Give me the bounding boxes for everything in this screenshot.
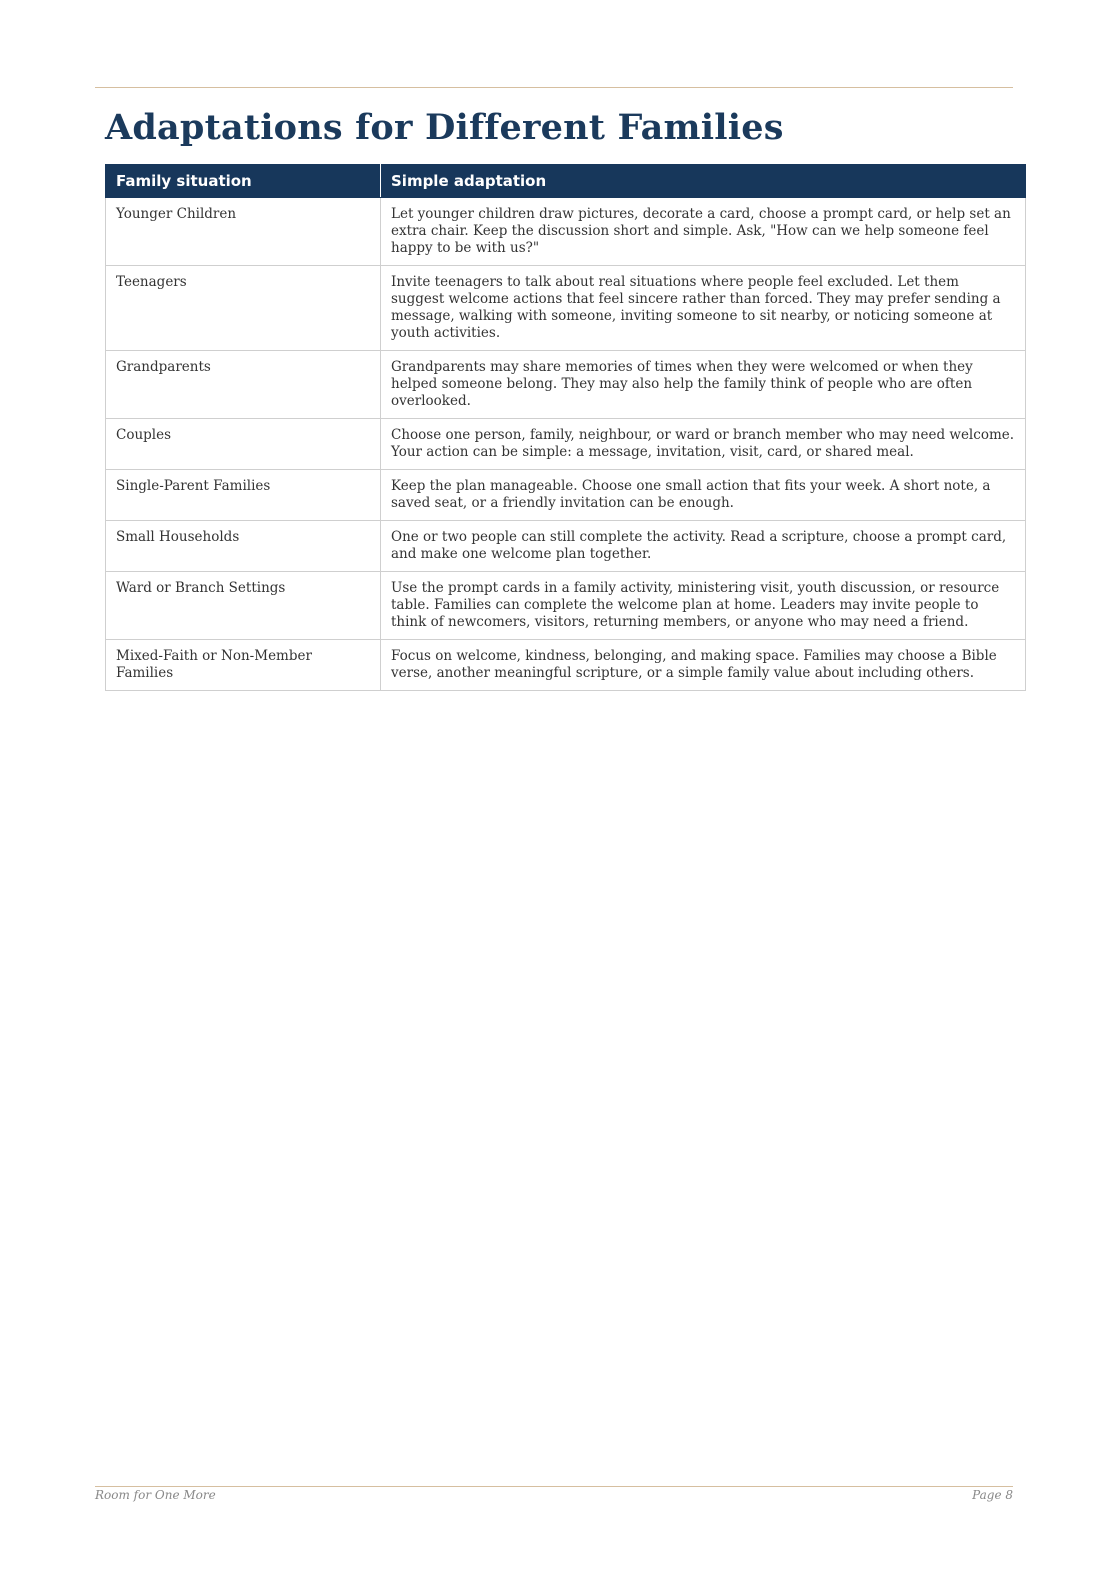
adaptation-cell: Choose one person, family, neighbour, or ward or branch member who may need welcome. Your action can be simple: a message, invitation, visit, card, or shared meal. [381, 419, 1026, 470]
footer-document-title: Room for One More [95, 1488, 216, 1502]
column-header-simple-adaptation: Simple adaptation [381, 165, 1026, 198]
footer-page-number: Page 8 [972, 1488, 1013, 1502]
situation-cell: Grandparents [106, 351, 381, 419]
situation-cell: Ward or Branch Settings [106, 572, 381, 640]
adaptation-cell: Use the prompt cards in a family activity, ministering visit, youth discussion, or resource table. Families can complete the welcome plan at home. Leaders may invite people to think of newcomers, visitors, returning members, or anyone who may need a friend. [381, 572, 1026, 640]
table-row [106, 419, 1026, 470]
table-row [106, 198, 1026, 266]
header-rule [95, 87, 1013, 88]
table-row [106, 572, 1026, 640]
column-header-family-situation: Family situation [106, 165, 381, 198]
table-row [106, 470, 1026, 521]
situation-cell: Single-Parent Families [106, 470, 381, 521]
footer-rule [95, 1486, 1013, 1487]
adaptation-cell: Keep the plan manageable. Choose one small action that fits your week. A short note, a saved seat, or a friendly invitation can be enough. [381, 470, 1026, 521]
situation-cell: Small Households [106, 521, 381, 572]
adaptations-table [105, 164, 1026, 691]
table-row [106, 266, 1026, 351]
adaptation-cell: One or two people can still complete the activity. Read a scripture, choose a prompt card, and make one welcome plan together. [381, 521, 1026, 572]
table-row [106, 521, 1026, 572]
situation-cell: Couples [106, 419, 381, 470]
situation-cell: Teenagers [106, 266, 381, 351]
table-row [106, 640, 1026, 691]
situation-cell: Younger Children [106, 198, 381, 266]
adaptation-cell: Invite teenagers to talk about real situations where people feel excluded. Let them suggest welcome actions that feel sincere rather than forced. They may prefer sending a message, walking with someone, inviting someone to sit nearby, or noticing someone at youth activities. [381, 266, 1026, 351]
table-row [106, 351, 1026, 419]
adaptation-cell: Grandparents may share memories of times when they were welcomed or when they helped someone belong. They may also help the family think of people who are often overlooked. [381, 351, 1026, 419]
situation-cell: Mixed-Faith or Non-Member Families [106, 640, 381, 691]
table-header-row [106, 165, 1026, 198]
adaptation-cell: Focus on welcome, kindness, belonging, and making space. Families may choose a Bible verse, another meaningful scripture, or a simple family value about including others. [381, 640, 1026, 691]
adaptation-cell: Let younger children draw pictures, decorate a card, choose a prompt card, or help set an extra chair. Keep the discussion short and simple. Ask, "How can we help someone feel happy to be with us?" [381, 198, 1026, 266]
page-title: Adaptations for Different Families [105, 107, 784, 148]
